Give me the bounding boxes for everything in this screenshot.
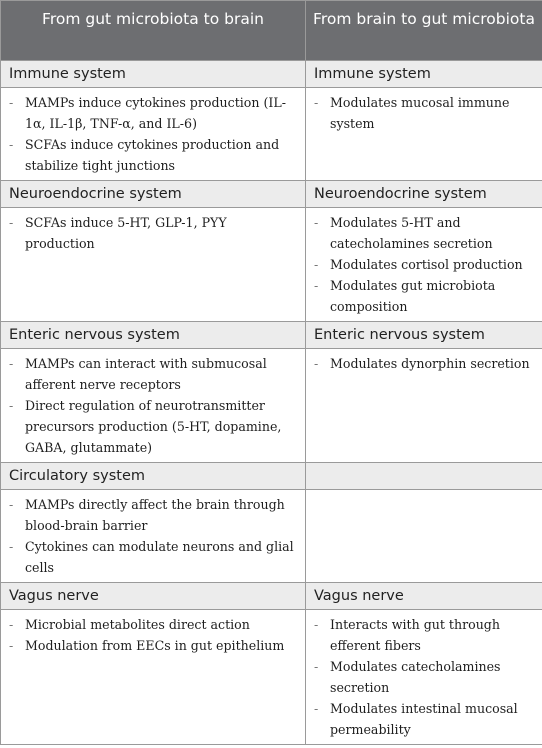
list-item-text: Cytokines can modulate neurons and glial cells [25, 539, 294, 575]
list-item-text: Modulates dynorphin secretion [330, 356, 530, 371]
list-item-text: Modulates intestinal mucosal permeability [330, 701, 518, 737]
list-item [9, 395, 297, 458]
section-title-brain-to-gut: Enteric nervous system [306, 322, 542, 349]
section-title-row [1, 583, 542, 610]
bullet-dash-icon: - [314, 215, 319, 230]
bullet-dash-icon: - [314, 617, 319, 632]
list-item [9, 614, 297, 635]
list-item [9, 212, 297, 254]
section-title-row [1, 181, 542, 208]
list-item-text: MAMPs induce cytokines production (IL-1α, IL-1β, TNF-α, and IL-6) [25, 95, 286, 131]
section-title-brain-to-gut: Vagus nerve [306, 583, 542, 610]
section-content-row [1, 88, 542, 181]
section-title-row [1, 61, 542, 88]
header-gut-to-brain: From gut microbiota to brain [1, 1, 306, 61]
list-item [9, 92, 297, 134]
section-content-row [1, 349, 542, 463]
list-item-text: Interacts with gut through efferent fibers [330, 617, 500, 653]
mechanism-list [314, 92, 534, 134]
section-title-gut-to-brain: Circulatory system [1, 463, 306, 490]
section-content-row [1, 610, 542, 745]
list-item-text: SCFAs induce cytokines production and stabilize tight junctions [25, 137, 280, 173]
section-title-row [1, 463, 542, 490]
list-item-text: Direct regulation of neurotransmitter precursors production (5-HT, dopamine, GABA, glutammate) [25, 398, 282, 455]
mechanisms-brain-to-gut [306, 490, 542, 583]
mechanism-list [314, 614, 534, 740]
bullet-dash-icon: - [9, 356, 14, 371]
list-item-text: Modulates mucosal immune system [330, 95, 510, 131]
mechanism-list [314, 212, 534, 317]
bullet-dash-icon: - [9, 95, 14, 110]
bullet-dash-icon: - [9, 137, 14, 152]
list-item [314, 275, 534, 317]
mechanisms-brain-to-gut [306, 208, 542, 322]
mechanism-list [9, 212, 297, 254]
list-item-text: Modulates gut microbiota composition [330, 278, 496, 314]
list-item-text: Modulates cortisol production [330, 257, 523, 272]
table-body [1, 61, 542, 745]
mechanisms-gut-to-brain [1, 88, 306, 181]
mechanisms-gut-to-brain [1, 490, 306, 583]
section-content-row [1, 490, 542, 583]
mechanisms-gut-to-brain [1, 349, 306, 463]
list-item [9, 494, 297, 536]
mechanism-list [314, 353, 534, 374]
section-title-row [1, 322, 542, 349]
bullet-dash-icon: - [9, 617, 14, 632]
section-title-gut-to-brain: Immune system [1, 61, 306, 88]
bullet-dash-icon: - [314, 356, 319, 371]
list-item-text: Microbial metabolites direct action [25, 617, 250, 632]
header-brain-to-gut: From brain to gut microbiota [306, 1, 542, 61]
mechanism-list [9, 494, 297, 578]
list-item [314, 656, 534, 698]
bullet-dash-icon: - [314, 257, 319, 272]
section-title-gut-to-brain: Neuroendocrine system [1, 181, 306, 208]
header-row [1, 1, 542, 61]
mechanism-list [9, 614, 297, 656]
list-item-text: SCFAs induce 5-HT, GLP-1, PYY production [25, 215, 227, 251]
list-item [314, 698, 534, 740]
list-item-text: MAMPs directly affect the brain through blood-brain barrier [25, 497, 285, 533]
section-title-brain-to-gut [306, 463, 542, 490]
list-item-text: MAMPs can interact with submucosal afferent nerve receptors [25, 356, 267, 392]
section-title-brain-to-gut: Immune system [306, 61, 542, 88]
mechanism-list [9, 92, 297, 176]
bullet-dash-icon: - [9, 539, 14, 554]
bullet-dash-icon: - [9, 215, 14, 230]
list-item [9, 353, 297, 395]
mechanisms-brain-to-gut [306, 349, 542, 463]
mechanisms-brain-to-gut [306, 610, 542, 745]
bullet-dash-icon: - [314, 278, 319, 293]
section-content-row [1, 208, 542, 322]
list-item [314, 92, 534, 134]
list-item-text: Modulates 5-HT and catecholamines secretion [330, 215, 493, 251]
bullet-dash-icon: - [9, 638, 14, 653]
mechanisms-gut-to-brain [1, 610, 306, 745]
list-item [9, 134, 297, 176]
mechanisms-brain-to-gut [306, 88, 542, 181]
section-title-gut-to-brain: Enteric nervous system [1, 322, 306, 349]
section-title-gut-to-brain: Vagus nerve [1, 583, 306, 610]
list-item [314, 614, 534, 656]
bullet-dash-icon: - [9, 398, 14, 413]
mechanisms-gut-to-brain [1, 208, 306, 322]
bullet-dash-icon: - [314, 95, 319, 110]
section-title-brain-to-gut: Neuroendocrine system [306, 181, 542, 208]
bullet-dash-icon: - [314, 659, 319, 674]
list-item [314, 353, 534, 374]
list-item-text: Modulation from EECs in gut epithelium [25, 638, 285, 653]
mechanism-list [9, 353, 297, 458]
list-item [314, 254, 534, 275]
list-item-text: Modulates catecholamines secretion [330, 659, 501, 695]
list-item [9, 635, 297, 656]
bullet-dash-icon: - [314, 701, 319, 716]
bullet-dash-icon: - [9, 497, 14, 512]
list-item [9, 536, 297, 578]
list-item [314, 212, 534, 254]
